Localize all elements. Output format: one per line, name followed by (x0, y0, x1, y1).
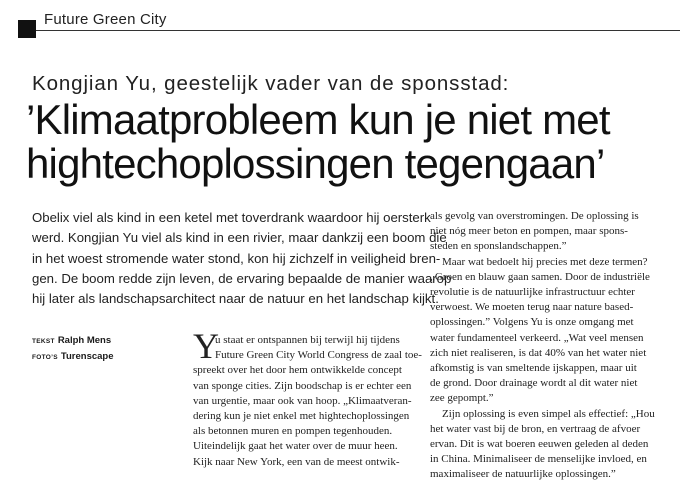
body-line: de grond. Door drainage wordt al dit water niet (430, 377, 638, 390)
body-line: zich niet realiseren, is dat 40% van het water niet (430, 346, 647, 359)
body-line: als gevolg van overstromingen. De oplossing is (430, 210, 639, 222)
credit-photo (32, 349, 114, 365)
body-line: afkomstig is van smeltende ijskappen, maar uit (430, 362, 637, 375)
body-line: steden en sponslandschappen.” (430, 240, 567, 253)
credit-text (32, 333, 114, 349)
article-kicker: Kongjian Yu, geestelijk vader van de sponsstad: (32, 72, 510, 95)
intro-line: in het woest stromende water stond, kon hij zichzelf in veiligheid bren- (32, 250, 441, 266)
body-line: Future Green City World Congress de zaal toe- (215, 349, 422, 362)
body-line: in China. Minimaliseer de menselijke invloed, en (430, 453, 647, 466)
body-line: van sponge cities. Zijn boodschap is er echter een (193, 379, 412, 392)
body-line: u staat er ontspannen bij terwijl hij tijdens (215, 334, 400, 346)
article-credits (32, 333, 114, 365)
body-line: verwoest. We moeten terug naar nature based- (430, 301, 634, 314)
body-line: revolutie is de natuurlijke infrastructuur echter (430, 286, 635, 299)
article-headline (26, 98, 666, 186)
section-marker-square (18, 20, 36, 38)
body-line: Zijn oplossing is even simpel als effectief: „Hou (442, 407, 655, 420)
intro-line: Obelix viel als kind in een ketel met toverdrank waardoor hij oersterk (32, 210, 431, 225)
body-line: spreekt over het door hem ontwikkelde concept (193, 364, 402, 377)
body-line: ervan. Dit is wat boeren eeuwen geleden al deden (430, 438, 649, 451)
section-header (0, 0, 680, 30)
header-divider (36, 30, 680, 31)
body-column-middle (193, 333, 422, 470)
body-line: zee gepompt.” (430, 392, 494, 405)
body-line: van urgentie, maar ook van hoop. „Klimaatveran- (193, 394, 412, 407)
drop-cap: Y (193, 326, 219, 366)
body-line: niet nóg meer beton en pompen, maar spons- (430, 225, 628, 238)
intro-line: gen. De boom redde zijn leven, de ervaring bepaalde de manier waarop (32, 270, 452, 286)
intro-line: werd. Kongjian Yu viel als kind in een rivier, maar dankzij een boom die (32, 230, 447, 246)
body-column-right (430, 209, 655, 483)
headline-line-2: hightechoplossingen tegengaan’ (26, 140, 605, 187)
body-line: dering kun je niet enkel met hightechoplossingen (193, 410, 410, 423)
body-line: maximaliseer de natuurlijke oplossingen.” (430, 468, 616, 481)
body-line: Maar wat bedoelt hij precies met deze termen? (442, 255, 648, 268)
headline-line-1: ’Klimaatprobleem kun je niet met (26, 96, 610, 143)
body-line: „Groen en blauw gaan samen. Door de industriële (430, 270, 650, 283)
body-line: als betonnen muren en pompen tegenhouden. (193, 425, 393, 438)
credit-text-label: TEKST (32, 338, 55, 345)
body-line: Uiteindelijk gaat het water over de muur heen. (193, 440, 398, 453)
body-line: het water vast bij de bron, en vertraag de afvoer (430, 422, 641, 435)
credit-text-author: Ralph Mens (57, 335, 112, 346)
intro-line: hij later als landschapsarchitect naar de natuur en het landschap kijkt. (32, 291, 439, 307)
section-title: Future Green City (44, 11, 167, 28)
body-line: water fundamenteel verkeerd. „Wat veel mensen (430, 331, 644, 344)
article-intro (32, 208, 452, 309)
credit-photo-label: FOTO’S (32, 354, 58, 361)
credit-photo-source: Turenscape (60, 351, 114, 362)
body-line: Kijk naar New York, een van de meest ontwik- (193, 455, 400, 468)
body-line: oplossingen.” Volgens Yu is onze omgang met (430, 316, 634, 329)
